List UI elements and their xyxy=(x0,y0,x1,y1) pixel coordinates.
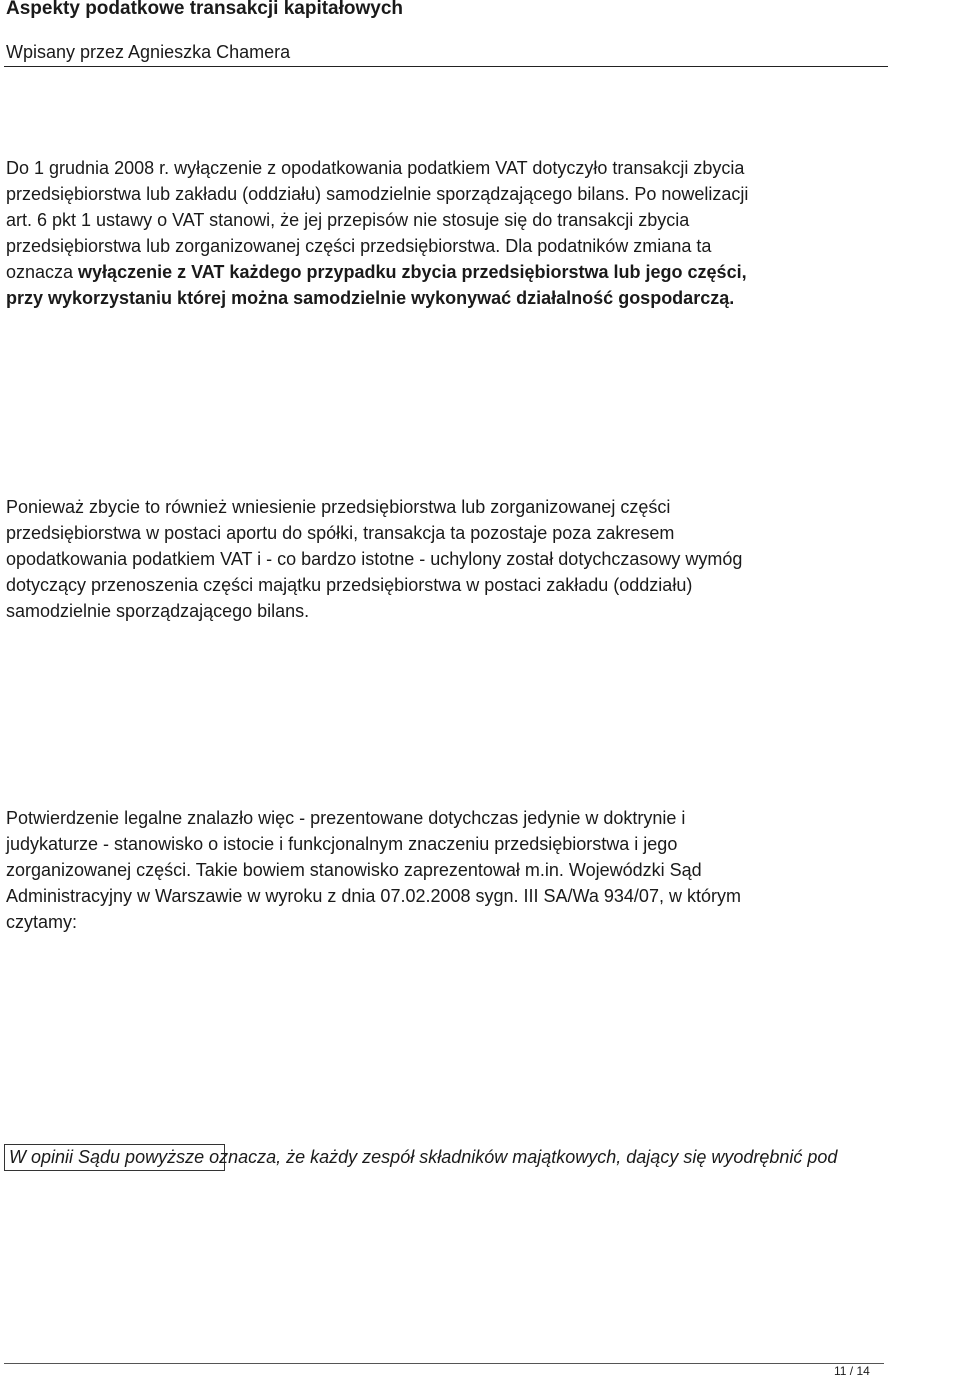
text-line: przedsiębiorstwa w postaci aportu do spółki, transakcja ta pozostaje poza zakresem xyxy=(6,523,675,543)
paragraph-court-ruling xyxy=(6,805,956,935)
text-plain: oznacza xyxy=(6,262,79,282)
court-quote: W opinii Sądu powyższe oznacza, że każdy zespół składników majątkowych, dający się wyodrębnić pod xyxy=(9,1147,838,1167)
text-line: zorganizowanej części. Takie bowiem stanowisko zaprezentował m.in. Wojewódzki Sąd xyxy=(6,860,702,880)
text-line: samodzielnie sporządzającego bilans. xyxy=(6,601,310,621)
text-line: Administracyjny w Warszawie w wyroku z dnia 07.02.2008 sygn. III SA/Wa 934/07, w którym xyxy=(6,886,741,906)
text-bold-emphasis: przy wykorzystaniu której można samodzielnie wykonywać działalność gospodarczą. xyxy=(6,288,735,308)
page-number: 11 / 14 xyxy=(834,1364,870,1378)
header-divider xyxy=(4,66,888,67)
text-bold-emphasis: wyłączenie z VAT każdego przypadku zbycia przedsiębiorstwa lub jego części, xyxy=(78,262,747,282)
text-line: czytamy: xyxy=(6,912,78,932)
document-title: Aspekty podatkowe transakcji kapitałowych xyxy=(6,0,404,19)
author-byline: Wpisany przez Agnieszka Chamera xyxy=(6,42,291,62)
text-line: przedsiębiorstwa lub zorganizowanej części przedsiębiorstwa. Dla podatników zmiana ta xyxy=(6,236,712,256)
text-line: Ponieważ zbycie to również wniesienie przedsiębiorstwa lub zorganizowanej części xyxy=(6,497,671,517)
footer-divider xyxy=(4,1363,884,1364)
text-line: przedsiębiorstwa lub zakładu (oddziału) samodzielnie sporządzającego bilans. Po nowelizacji xyxy=(6,184,749,204)
text-line: dotyczący przenoszenia części majątku przedsiębiorstwa w postaci zakładu (oddziału) xyxy=(6,575,693,595)
text-line: Potwierdzenie legalne znalazło więc - prezentowane dotychczas jedynie w doktrynie i xyxy=(6,808,686,828)
text-line: judykaturze - stanowisko o istocie i funkcjonalnym znaczeniu przedsiębiorstwa i jego xyxy=(6,834,678,854)
text-line: Do 1 grudnia 2008 r. wyłączenie z opodatkowania podatkiem VAT dotyczyło transakcji zbycia xyxy=(6,158,745,178)
paragraph-vat-exemption xyxy=(6,155,956,311)
text-line-bold xyxy=(6,285,956,311)
text-line: opodatkowania podatkiem VAT i - co bardzo istotne - uchylony został dotychczasowy wymóg xyxy=(6,549,743,569)
text-line: art. 6 pkt 1 ustawy o VAT stanowi, że jej przepisów nie stosuje się do transakcji zbycia xyxy=(6,210,690,230)
text-line-mixed xyxy=(6,259,956,285)
paragraph-contribution-in-kind xyxy=(6,494,956,624)
